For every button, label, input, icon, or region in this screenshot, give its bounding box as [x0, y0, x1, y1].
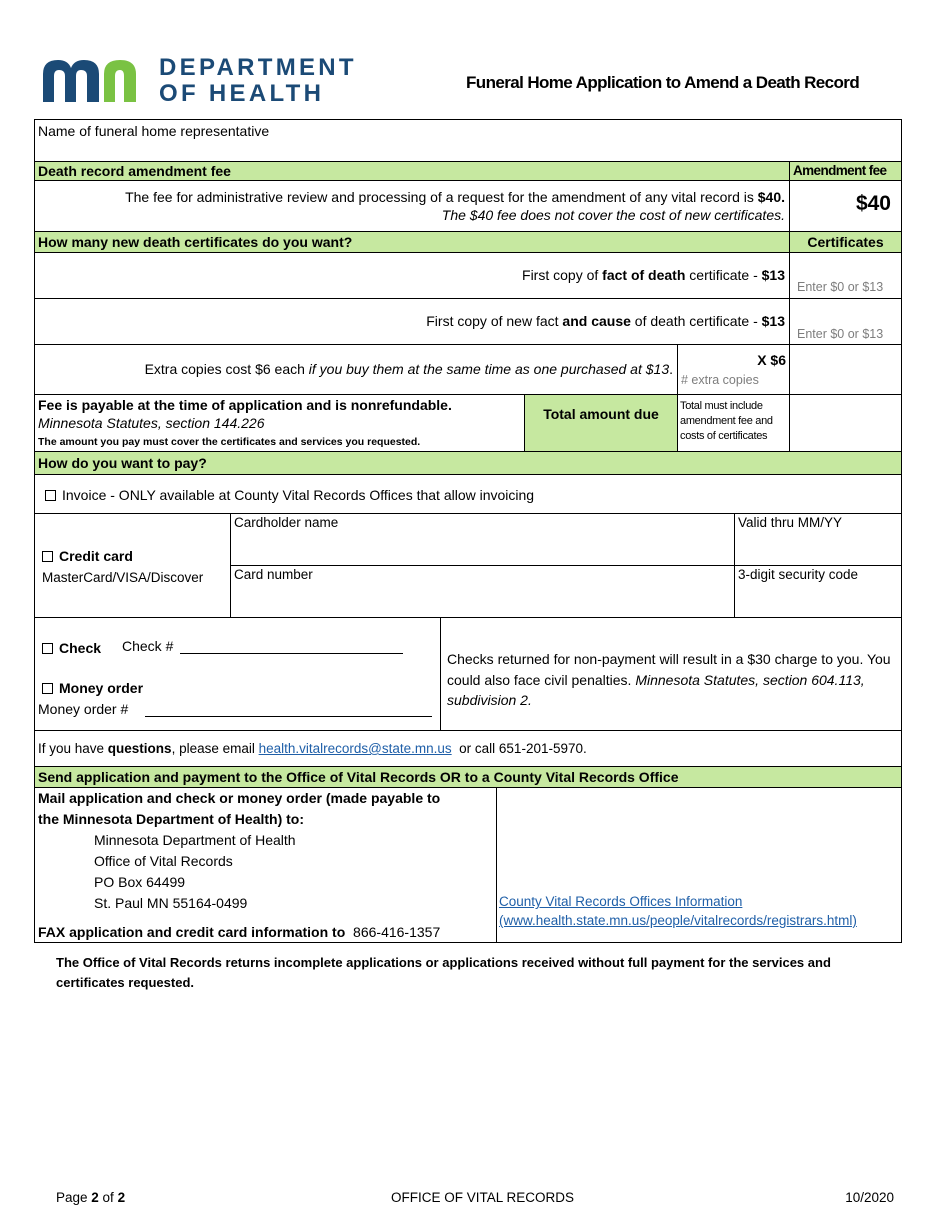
check-policy-note: Checks returned for non-payment will result in a $30 charge to you. You could also face civil penalties. Minnesota Statutes, section 604.113, subdivision 2. [440, 617, 902, 731]
representative-name-field[interactable] [34, 119, 902, 162]
certificates-section-header: How many new death certificates do you want? [34, 231, 790, 253]
credit-card-label: Credit card [59, 548, 133, 564]
county-offices-info [496, 787, 902, 943]
credit-card-option [34, 513, 231, 618]
invoice-checkbox[interactable] [45, 490, 56, 501]
fee-payable-notice: Fee is payable at the time of application and is nonrefundable. Minnesota Statutes, section 144.226 The amount you pay must cover the certificates and services you requested. [34, 394, 525, 452]
mail-address-line: PO Box 64499 [94, 874, 186, 890]
mail-address-line: Minnesota Department of Health [94, 832, 296, 848]
amendment-section-header: Death record amendment fee [34, 161, 790, 181]
check-label: Check [59, 640, 102, 656]
check-number-label: Check # [122, 638, 174, 654]
send-section-header: Send application and payment to the Office of Vital Records OR to a County Vital Records Office [34, 766, 902, 788]
fact-and-cause-row: First copy of new fact and cause of death certificate - $13 [34, 298, 790, 345]
county-offices-link[interactable]: County Vital Records Offices Information [499, 894, 743, 909]
mdh-logo [38, 56, 358, 108]
card-number-field[interactable]: Card number [230, 565, 735, 618]
amendment-fee-description [34, 180, 790, 232]
page-number: Page 2 of 2 [56, 1190, 126, 1205]
payment-section-header: How do you want to pay? [34, 451, 902, 475]
invoice-label: Invoice - ONLY available at County Vital Records Offices that allow invoicing [62, 487, 535, 503]
check-number-input[interactable] [180, 653, 403, 654]
fact-and-cause-amount-input[interactable]: Enter $0 or $13 [789, 298, 902, 345]
extra-copies-amount-input[interactable] [789, 344, 902, 395]
extra-copies-row: Extra copies cost $6 each if you buy them at the same time as one purchased at $13. [34, 344, 678, 395]
fact-of-death-row: First copy of fact of death certificate - $13 [34, 252, 790, 299]
mn-logo-icon [38, 56, 150, 106]
invoice-option [34, 474, 902, 514]
total-amount-input[interactable] [789, 394, 902, 452]
check-checkbox[interactable] [42, 643, 53, 654]
money-order-number-input[interactable] [145, 716, 432, 717]
fact-of-death-amount-input[interactable]: Enter $0 or $13 [789, 252, 902, 299]
credit-card-checkbox[interactable] [42, 551, 53, 562]
total-amount-label: Total amount due [524, 394, 678, 452]
county-offices-url[interactable]: (www.health.state.mn.us/people/vitalrecords/registrars.html) [499, 913, 857, 928]
email-link[interactable]: health.vitalrecords@state.mn.us [258, 741, 452, 756]
logo-text-line2: OF HEALTH [159, 80, 325, 107]
cardholder-name-field[interactable]: Cardholder name [230, 513, 735, 566]
amendment-fee-value: $40 [855, 192, 891, 215]
amendment-fee-value-cell [789, 180, 902, 232]
footer-office: OFFICE OF VITAL RECORDS [391, 1190, 575, 1205]
card-types: MasterCard/VISA/Discover [42, 570, 204, 585]
incomplete-application-notice: The Office of Vital Records returns incomplete applications or applications received without full payment for the services and certificates requested. [56, 955, 831, 990]
extra-copies-count-input[interactable]: X $6 # extra copies [677, 344, 790, 395]
fax-number: 866-416-1357 [353, 924, 441, 940]
amendment-fee-amount: $40. [757, 189, 785, 205]
representative-name-label: Name of funeral home representative [38, 123, 270, 139]
questions-row: If you have questions, please email health.vitalrecords@state.mn.us or call 651-201-5970. [34, 730, 902, 767]
check-money-order-option [34, 617, 441, 731]
mail-address-line: St. Paul MN 55164-0499 [94, 895, 248, 911]
footer-date: 10/2020 [845, 1190, 894, 1205]
security-code-field[interactable]: 3-digit security code [734, 565, 902, 618]
mail-instructions: Mail application and check or money order (made payable to the Minnesota Department of Health) to: Minnesota Department of Health Office of Vital Records PO Box 64499 St. Paul MN 55164-0499 FAX application and credit card information to 866-416-1357 [34, 787, 497, 943]
money-order-number-label: Money order # [38, 701, 129, 717]
amendment-fee-note: The $40 fee does not cover the cost of new certificates. [441, 207, 785, 223]
extra-copies-multiplier: X $6 [757, 352, 786, 368]
certificates-column-header: Certificates [789, 231, 902, 253]
mail-address-line: Office of Vital Records [94, 853, 233, 869]
logo-text-line1: DEPARTMENT [159, 54, 357, 81]
amendment-fee-header: Amendment fee [789, 161, 902, 181]
valid-thru-field[interactable]: Valid thru MM/YY [734, 513, 902, 566]
money-order-label: Money order [59, 680, 144, 696]
money-order-checkbox[interactable] [42, 683, 53, 694]
fax-label: FAX application and credit card information to [38, 924, 346, 940]
total-note: Total must include amendment fee and costs of certificates [677, 394, 790, 452]
amendment-fee-text: The fee for administrative review and processing of a request for the amendment of any vital record is [125, 189, 758, 205]
form-title: Funeral Home Application to Amend a Death Record [466, 73, 860, 92]
